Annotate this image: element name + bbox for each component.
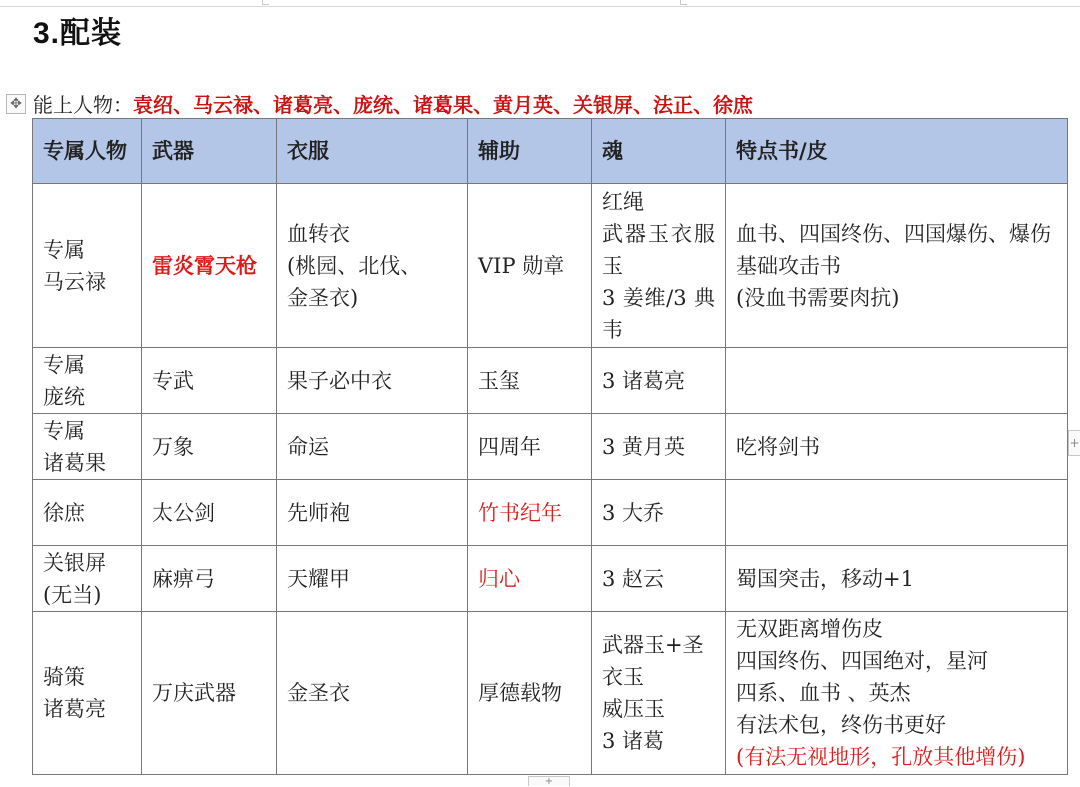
cell-soul: 3 大乔	[592, 480, 726, 546]
cell-books	[726, 348, 1068, 414]
cell-support: 四周年	[468, 414, 592, 480]
intro-names: 袁绍、马云禄、诸葛亮、庞统、诸葛果、黄月英、关银屏、法正、徐庶	[133, 93, 753, 117]
add-row-icon[interactable]: +	[528, 776, 570, 786]
ruler-tick	[262, 0, 269, 5]
cell-books: 吃将剑书	[726, 414, 1068, 480]
cell-clothes: 命运	[277, 414, 468, 480]
ruler-tick	[680, 0, 687, 5]
cell-character: 专属 马云禄	[33, 184, 142, 348]
header-soul: 魂	[592, 119, 726, 184]
header-support: 辅助	[468, 119, 592, 184]
cell-books: 无双距离增伤皮 四国终伤、四国绝对，星河 四系、血书 、英杰 有法术包，终伤书更好 (有法无视地形，孔放其他增伤)	[726, 612, 1068, 775]
cell-character: 专属 诸葛果	[33, 414, 142, 480]
move-cross-icon[interactable]: ✥	[6, 94, 26, 114]
add-column-icon[interactable]: +	[1068, 430, 1080, 456]
table-row	[33, 348, 1068, 414]
cell-support: 玉玺	[468, 348, 592, 414]
header-clothes: 衣服	[277, 119, 468, 184]
cell-soul: 3 赵云	[592, 546, 726, 612]
cell-weapon: 麻痹弓	[142, 546, 277, 612]
intro-label: 能上人物：	[33, 93, 133, 117]
cell-clothes: 血转衣 (桃园、北伐、 金圣衣)	[277, 184, 468, 348]
loadout-table	[32, 118, 1068, 775]
cell-weapon: 专武	[142, 348, 277, 414]
page-top-rule	[0, 6, 1080, 7]
header-character: 专属人物	[33, 119, 142, 184]
cell-character: 徐庶	[33, 480, 142, 546]
cell-clothes: 果子必中衣	[277, 348, 468, 414]
table-row	[33, 612, 1068, 775]
cell-soul: 红绳 武器玉衣服玉 3 姜维/3 典韦	[592, 184, 726, 348]
section-heading: 3.配装	[33, 17, 123, 50]
cell-soul: 3 诸葛亮	[592, 348, 726, 414]
cell-support: VIP 勋章	[468, 184, 592, 348]
cell-character: 关银屏 (无当)	[33, 546, 142, 612]
header-books: 特点书/皮	[726, 119, 1068, 184]
cell-books: 蜀国突击，移动+1	[726, 546, 1068, 612]
cell-soul: 武器玉+圣衣玉 威压玉 3 诸葛	[592, 612, 726, 775]
table-row	[33, 480, 1068, 546]
table-row	[33, 414, 1068, 480]
header-weapon: 武器	[142, 119, 277, 184]
table-row	[33, 184, 1068, 348]
cell-support: 竹书纪年	[468, 480, 592, 546]
cell-support: 归心	[468, 546, 592, 612]
table-header-row	[33, 119, 1068, 184]
cell-clothes: 金圣衣	[277, 612, 468, 775]
cell-weapon: 万庆武器	[142, 612, 277, 775]
cell-clothes: 先师袍	[277, 480, 468, 546]
table-row	[33, 546, 1068, 612]
cell-support: 厚德载物	[468, 612, 592, 775]
cell-clothes: 天耀甲	[277, 546, 468, 612]
cell-books	[726, 480, 1068, 546]
cell-weapon: 万象	[142, 414, 277, 480]
cell-character: 骑策 诸葛亮	[33, 612, 142, 775]
cell-weapon: 太公剑	[142, 480, 277, 546]
cell-character: 专属 庞统	[33, 348, 142, 414]
cell-soul: 3 黄月英	[592, 414, 726, 480]
books-note-red: (有法无视地形，孔放其他增伤)	[736, 745, 1026, 769]
intro-line	[33, 89, 753, 118]
cell-books: 血书、四国终伤、四国爆伤、爆伤基础攻击书 (没血书需要肉抗)	[726, 184, 1068, 348]
cell-weapon: 雷炎霄天枪	[142, 184, 277, 348]
